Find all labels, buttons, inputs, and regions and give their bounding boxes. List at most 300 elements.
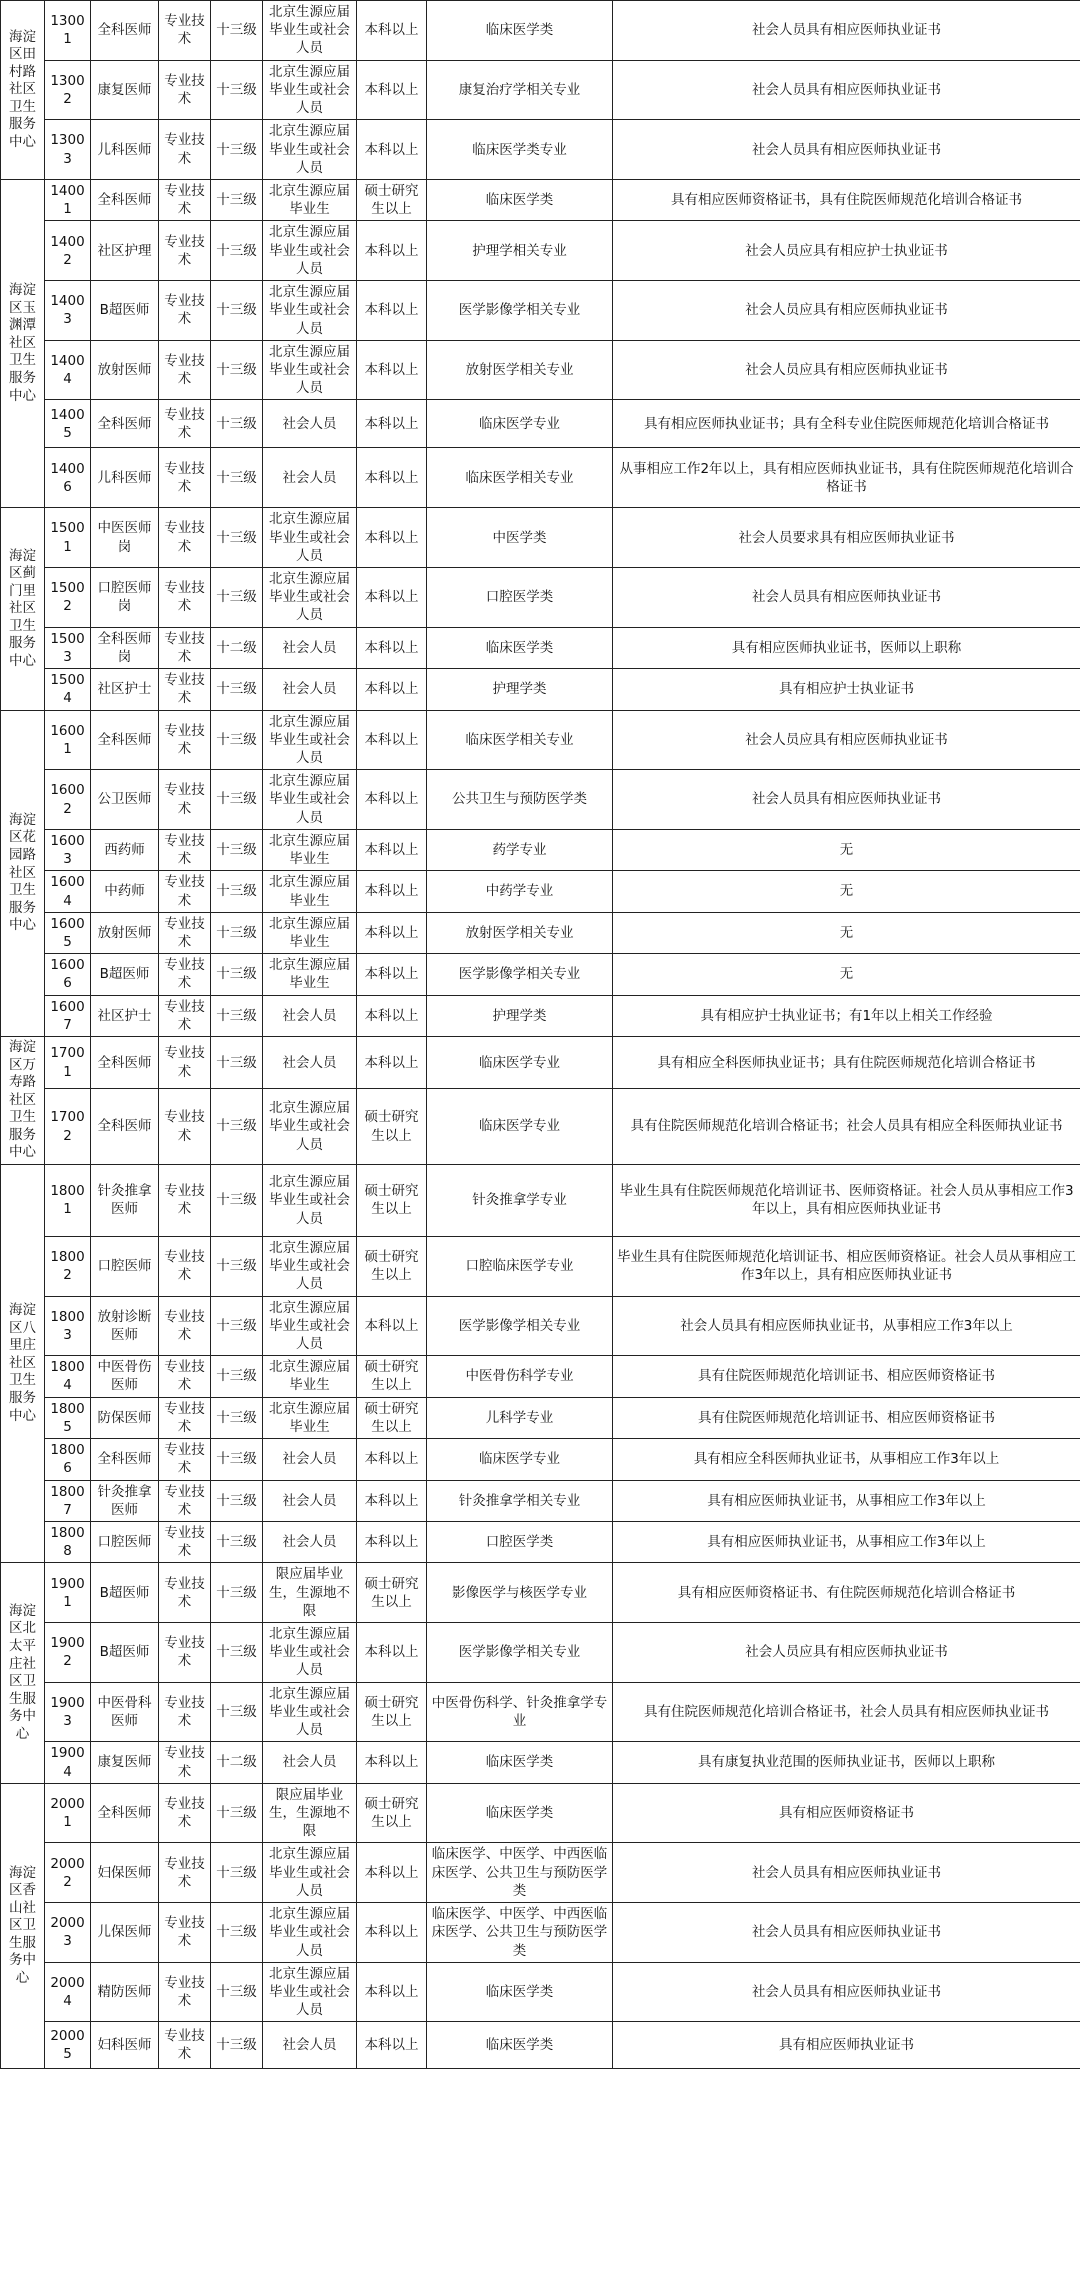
education-requirement-cell: 硕士研究生以上	[357, 1783, 427, 1843]
position-level-cell: 十三级	[211, 1439, 263, 1480]
major-requirement-cell: 放射医学相关专业	[427, 340, 613, 400]
major-requirement-cell: 临床医学、中医学、中西医临床医学、公共卫生与预防医学类	[427, 1903, 613, 1963]
position-category-cell: 专业技术	[159, 60, 211, 120]
education-requirement-cell: 本科以上	[357, 60, 427, 120]
position-level-cell: 十三级	[211, 508, 263, 568]
position-level-cell: 十二级	[211, 627, 263, 668]
position-code-cell: 18004	[45, 1356, 91, 1397]
position-level-cell: 十三级	[211, 1903, 263, 1963]
table-row	[1, 770, 1080, 830]
position-code-cell: 16003	[45, 829, 91, 870]
other-conditions-cell: 社会人员具有相应医师执业证书	[613, 1843, 1080, 1903]
position-level-cell: 十三级	[211, 710, 263, 770]
other-conditions-cell: 具有相应全科医师执业证书，从事相应工作3年以上	[613, 1439, 1080, 1480]
education-requirement-cell: 本科以上	[357, 1480, 427, 1521]
major-requirement-cell: 临床医学专业	[427, 1089, 613, 1165]
other-conditions-cell: 社会人员应具有相应医师执业证书	[613, 340, 1080, 400]
applicant-source-cell: 北京生源应届毕业生或社会人员	[263, 770, 357, 830]
other-conditions-cell: 具有相应护士执业证书	[613, 669, 1080, 710]
other-conditions-cell: 具有相应医师执业证书，从事相应工作3年以上	[613, 1521, 1080, 1562]
position-level-cell: 十三级	[211, 60, 263, 120]
education-requirement-cell: 本科以上	[357, 829, 427, 870]
table-row	[1, 871, 1080, 912]
position-code-cell: 19001	[45, 1563, 91, 1623]
table-row	[1, 1843, 1080, 1903]
applicant-source-cell: 社会人员	[263, 1521, 357, 1562]
position-category-cell: 专业技术	[159, 508, 211, 568]
applicant-source-cell: 北京生源应届毕业生	[263, 954, 357, 995]
education-requirement-cell: 硕士研究生以上	[357, 1236, 427, 1296]
position-name-cell: 全科医师	[91, 710, 159, 770]
position-name-cell: 妇科医师	[91, 2022, 159, 2069]
position-category-cell: 专业技术	[159, 179, 211, 220]
position-category-cell: 专业技术	[159, 627, 211, 668]
position-level-cell: 十三级	[211, 1783, 263, 1843]
other-conditions-cell: 无	[613, 954, 1080, 995]
major-requirement-cell: 康复治疗学相关专业	[427, 60, 613, 120]
applicant-source-cell: 社会人员	[263, 1439, 357, 1480]
table-row	[1, 1089, 1080, 1165]
education-requirement-cell: 硕士研究生以上	[357, 179, 427, 220]
major-requirement-cell: 影像医学与核医学专业	[427, 1563, 613, 1623]
position-name-cell: 放射医师	[91, 340, 159, 400]
position-category-cell: 专业技术	[159, 221, 211, 281]
major-requirement-cell: 临床医学类	[427, 1742, 613, 1783]
other-conditions-cell: 具有相应医师执业证书	[613, 2022, 1080, 2069]
position-level-cell: 十三级	[211, 179, 263, 220]
position-code-cell: 20002	[45, 1843, 91, 1903]
position-code-cell: 16005	[45, 912, 91, 953]
applicant-source-cell: 限应届毕业生，生源地不限	[263, 1783, 357, 1843]
position-code-cell: 16004	[45, 871, 91, 912]
table-row	[1, 829, 1080, 870]
major-requirement-cell: 口腔临床医学专业	[427, 1236, 613, 1296]
position-category-cell: 专业技术	[159, 1783, 211, 1843]
education-requirement-cell: 本科以上	[357, 995, 427, 1036]
position-level-cell: 十三级	[211, 1296, 263, 1356]
position-level-cell: 十三级	[211, 1843, 263, 1903]
position-category-cell: 专业技术	[159, 770, 211, 830]
applicant-source-cell: 北京生源应届毕业生或社会人员	[263, 340, 357, 400]
position-name-cell: 全科医师	[91, 400, 159, 448]
position-level-cell: 十三级	[211, 770, 263, 830]
position-code-cell: 19002	[45, 1623, 91, 1683]
position-code-cell: 17001	[45, 1037, 91, 1089]
table-row	[1, 568, 1080, 628]
position-category-cell: 专业技术	[159, 1356, 211, 1397]
major-requirement-cell: 医学影像学相关专业	[427, 281, 613, 341]
position-level-cell: 十三级	[211, 1164, 263, 1236]
position-code-cell: 20005	[45, 2022, 91, 2069]
education-requirement-cell: 硕士研究生以上	[357, 1089, 427, 1165]
applicant-source-cell: 社会人员	[263, 400, 357, 448]
education-requirement-cell: 本科以上	[357, 221, 427, 281]
position-name-cell: 全科医师	[91, 1089, 159, 1165]
education-requirement-cell: 本科以上	[357, 1742, 427, 1783]
position-name-cell: 全科医师岗	[91, 627, 159, 668]
major-requirement-cell: 护理学相关专业	[427, 221, 613, 281]
position-category-cell: 专业技术	[159, 120, 211, 180]
major-requirement-cell: 中医骨伤科学专业	[427, 1356, 613, 1397]
major-requirement-cell: 儿科学专业	[427, 1397, 613, 1438]
position-name-cell: 口腔医师	[91, 1521, 159, 1562]
education-requirement-cell: 本科以上	[357, 1, 427, 61]
position-level-cell: 十三级	[211, 1521, 263, 1562]
applicant-source-cell: 北京生源应届毕业生或社会人员	[263, 1164, 357, 1236]
major-requirement-cell: 医学影像学相关专业	[427, 1623, 613, 1683]
position-code-cell: 20004	[45, 1962, 91, 2022]
unit-name-cell: 海淀区香山社区卫生服务中心	[1, 1783, 45, 2069]
education-requirement-cell: 硕士研究生以上	[357, 1164, 427, 1236]
table-row	[1, 1962, 1080, 2022]
major-requirement-cell: 中药学专业	[427, 871, 613, 912]
position-level-cell: 十三级	[211, 448, 263, 508]
table-row	[1, 995, 1080, 1036]
major-requirement-cell: 中医学类	[427, 508, 613, 568]
applicant-source-cell: 北京生源应届毕业生或社会人员	[263, 1296, 357, 1356]
position-code-cell: 18001	[45, 1164, 91, 1236]
education-requirement-cell: 本科以上	[357, 2022, 427, 2069]
major-requirement-cell: 临床医学专业	[427, 1037, 613, 1089]
position-code-cell: 19004	[45, 1742, 91, 1783]
position-category-cell: 专业技术	[159, 1742, 211, 1783]
position-code-cell: 13001	[45, 1, 91, 61]
education-requirement-cell: 本科以上	[357, 400, 427, 448]
education-requirement-cell: 本科以上	[357, 1843, 427, 1903]
table-row	[1, 1903, 1080, 1963]
table-row	[1, 508, 1080, 568]
other-conditions-cell: 社会人员具有相应医师执业证书	[613, 1962, 1080, 2022]
education-requirement-cell: 本科以上	[357, 912, 427, 953]
education-requirement-cell: 本科以上	[357, 568, 427, 628]
position-category-cell: 专业技术	[159, 1164, 211, 1236]
applicant-source-cell: 北京生源应届毕业生或社会人员	[263, 281, 357, 341]
other-conditions-cell: 从事相应工作2年以上，具有相应医师执业证书，具有住院医师规范化培训合格证书	[613, 448, 1080, 508]
applicant-source-cell: 北京生源应届毕业生或社会人员	[263, 1236, 357, 1296]
other-conditions-cell: 社会人员应具有相应医师执业证书	[613, 710, 1080, 770]
position-category-cell: 专业技术	[159, 1843, 211, 1903]
position-level-cell: 十三级	[211, 954, 263, 995]
applicant-source-cell: 北京生源应届毕业生或社会人员	[263, 1962, 357, 2022]
position-name-cell: 中医骨科医师	[91, 1682, 159, 1742]
position-category-cell: 专业技术	[159, 1037, 211, 1089]
position-level-cell: 十三级	[211, 1356, 263, 1397]
major-requirement-cell: 临床医学专业	[427, 1439, 613, 1480]
position-level-cell: 十三级	[211, 568, 263, 628]
table-row	[1, 912, 1080, 953]
major-requirement-cell: 临床医学专业	[427, 400, 613, 448]
applicant-source-cell: 社会人员	[263, 1742, 357, 1783]
other-conditions-cell: 社会人员具有相应医师执业证书	[613, 60, 1080, 120]
position-category-cell: 专业技术	[159, 1962, 211, 2022]
other-conditions-cell: 无	[613, 871, 1080, 912]
position-name-cell: 儿科医师	[91, 120, 159, 180]
position-category-cell: 专业技术	[159, 1682, 211, 1742]
other-conditions-cell: 社会人员应具有相应护士执业证书	[613, 221, 1080, 281]
education-requirement-cell: 本科以上	[357, 710, 427, 770]
position-category-cell: 专业技术	[159, 995, 211, 1036]
position-level-cell: 十三级	[211, 1236, 263, 1296]
table-row	[1, 1682, 1080, 1742]
applicant-source-cell: 社会人员	[263, 995, 357, 1036]
other-conditions-cell: 具有相应医师资格证书、有住院医师规范化培训合格证书	[613, 1563, 1080, 1623]
position-category-cell: 专业技术	[159, 710, 211, 770]
position-name-cell: 精防医师	[91, 1962, 159, 2022]
table-row	[1, 120, 1080, 180]
applicant-source-cell: 社会人员	[263, 1480, 357, 1521]
applicant-source-cell: 北京生源应届毕业生或社会人员	[263, 60, 357, 120]
applicant-source-cell: 北京生源应届毕业生或社会人员	[263, 1, 357, 61]
education-requirement-cell: 本科以上	[357, 1439, 427, 1480]
unit-name-cell: 海淀区万寿路社区卫生服务中心	[1, 1037, 45, 1165]
applicant-source-cell: 北京生源应届毕业生或社会人员	[263, 710, 357, 770]
other-conditions-cell: 无	[613, 912, 1080, 953]
position-category-cell: 专业技术	[159, 1480, 211, 1521]
unit-name-cell: 海淀区北太平庄社区卫生服务中心	[1, 1563, 45, 1783]
position-level-cell: 十三级	[211, 120, 263, 180]
applicant-source-cell: 北京生源应届毕业生或社会人员	[263, 1903, 357, 1963]
applicant-source-cell: 北京生源应届毕业生或社会人员	[263, 221, 357, 281]
position-level-cell: 十三级	[211, 1962, 263, 2022]
other-conditions-cell: 社会人员具有相应医师执业证书	[613, 1903, 1080, 1963]
table-row	[1, 1236, 1080, 1296]
position-name-cell: 社区护理	[91, 221, 159, 281]
position-level-cell: 十三级	[211, 912, 263, 953]
position-level-cell: 十三级	[211, 995, 263, 1036]
education-requirement-cell: 本科以上	[357, 627, 427, 668]
applicant-source-cell: 社会人员	[263, 1037, 357, 1089]
education-requirement-cell: 本科以上	[357, 669, 427, 710]
position-category-cell: 专业技术	[159, 871, 211, 912]
applicant-source-cell: 社会人员	[263, 669, 357, 710]
education-requirement-cell: 本科以上	[357, 448, 427, 508]
position-level-cell: 十三级	[211, 1563, 263, 1623]
position-category-cell: 专业技术	[159, 912, 211, 953]
education-requirement-cell: 本科以上	[357, 1623, 427, 1683]
position-name-cell: 儿科医师	[91, 448, 159, 508]
education-requirement-cell: 本科以上	[357, 340, 427, 400]
other-conditions-cell: 社会人员应具有相应医师执业证书	[613, 1623, 1080, 1683]
table-row	[1, 1397, 1080, 1438]
position-name-cell: 康复医师	[91, 1742, 159, 1783]
position-level-cell: 十三级	[211, 1, 263, 61]
applicant-source-cell: 社会人员	[263, 448, 357, 508]
major-requirement-cell: 针灸推拿学相关专业	[427, 1480, 613, 1521]
position-code-cell: 18005	[45, 1397, 91, 1438]
applicant-source-cell: 社会人员	[263, 2022, 357, 2069]
other-conditions-cell: 社会人员具有相应医师执业证书，从事相应工作3年以上	[613, 1296, 1080, 1356]
position-level-cell: 十三级	[211, 1089, 263, 1165]
other-conditions-cell: 具有住院医师规范化培训合格证书，社会人员具有相应医师执业证书	[613, 1682, 1080, 1742]
position-code-cell: 14003	[45, 281, 91, 341]
applicant-source-cell: 北京生源应届毕业生或社会人员	[263, 568, 357, 628]
position-category-cell: 专业技术	[159, 829, 211, 870]
table-row	[1, 281, 1080, 341]
major-requirement-cell: 公共卫生与预防医学类	[427, 770, 613, 830]
unit-name-cell: 海淀区田村路社区卫生服务中心	[1, 1, 45, 180]
position-category-cell: 专业技术	[159, 448, 211, 508]
position-name-cell: 中药师	[91, 871, 159, 912]
major-requirement-cell: 临床医学类专业	[427, 120, 613, 180]
applicant-source-cell: 北京生源应届毕业生或社会人员	[263, 508, 357, 568]
major-requirement-cell: 医学影像学相关专业	[427, 1296, 613, 1356]
position-name-cell: 妇保医师	[91, 1843, 159, 1903]
other-conditions-cell: 具有相应护士执业证书；有1年以上相关工作经验	[613, 995, 1080, 1036]
position-category-cell: 专业技术	[159, 1439, 211, 1480]
education-requirement-cell: 硕士研究生以上	[357, 1397, 427, 1438]
other-conditions-cell: 社会人员应具有相应医师执业证书	[613, 281, 1080, 341]
position-name-cell: 公卫医师	[91, 770, 159, 830]
position-name-cell: 针灸推拿医师	[91, 1480, 159, 1521]
major-requirement-cell: 口腔医学类	[427, 568, 613, 628]
education-requirement-cell: 硕士研究生以上	[357, 1356, 427, 1397]
other-conditions-cell: 毕业生具有住院医师规范化培训证书、医师资格证。社会人员从事相应工作3年以上，具有相应医师执业证书	[613, 1164, 1080, 1236]
table-row	[1, 1439, 1080, 1480]
table-row	[1, 340, 1080, 400]
education-requirement-cell: 本科以上	[357, 954, 427, 995]
major-requirement-cell: 临床医学类	[427, 179, 613, 220]
position-category-cell: 专业技术	[159, 281, 211, 341]
other-conditions-cell: 具有相应医师执业证书，医师以上职称	[613, 627, 1080, 668]
table-row	[1, 1037, 1080, 1089]
position-code-cell: 18008	[45, 1521, 91, 1562]
major-requirement-cell: 临床医学类	[427, 1962, 613, 2022]
table-row	[1, 1480, 1080, 1521]
other-conditions-cell: 社会人员具有相应医师执业证书	[613, 568, 1080, 628]
major-requirement-cell: 临床医学、中医学、中西医临床医学、公共卫生与预防医学类	[427, 1843, 613, 1903]
applicant-source-cell: 社会人员	[263, 627, 357, 668]
position-code-cell: 15004	[45, 669, 91, 710]
education-requirement-cell: 本科以上	[357, 1903, 427, 1963]
position-name-cell: 口腔医师	[91, 1236, 159, 1296]
position-code-cell: 14004	[45, 340, 91, 400]
position-level-cell: 十三级	[211, 2022, 263, 2069]
table-row	[1, 1521, 1080, 1562]
position-category-cell: 专业技术	[159, 1089, 211, 1165]
education-requirement-cell: 本科以上	[357, 770, 427, 830]
position-level-cell: 十三级	[211, 1682, 263, 1742]
unit-name-cell: 海淀区玉渊潭社区卫生服务中心	[1, 179, 45, 507]
position-name-cell: B超医师	[91, 281, 159, 341]
position-code-cell: 16006	[45, 954, 91, 995]
position-name-cell: 社区护士	[91, 669, 159, 710]
applicant-source-cell: 北京生源应届毕业生	[263, 912, 357, 953]
position-name-cell: 防保医师	[91, 1397, 159, 1438]
position-code-cell: 18002	[45, 1236, 91, 1296]
position-level-cell: 十三级	[211, 669, 263, 710]
other-conditions-cell: 具有住院医师规范化培训证书、相应医师资格证书	[613, 1356, 1080, 1397]
table-row	[1, 1296, 1080, 1356]
major-requirement-cell: 中医骨伤科学、针灸推拿学专业	[427, 1682, 613, 1742]
major-requirement-cell: 临床医学类	[427, 627, 613, 668]
other-conditions-cell: 具有住院医师规范化培训合格证书；社会人员具有相应全科医师执业证书	[613, 1089, 1080, 1165]
position-level-cell: 十三级	[211, 340, 263, 400]
table-row	[1, 1623, 1080, 1683]
applicant-source-cell: 北京生源应届毕业生或社会人员	[263, 1843, 357, 1903]
position-name-cell: 全科医师	[91, 1439, 159, 1480]
other-conditions-cell: 毕业生具有住院医师规范化培训证书、相应医师资格证。社会人员从事相应工作3年以上，具有相应医师执业证书	[613, 1236, 1080, 1296]
position-level-cell: 十三级	[211, 1397, 263, 1438]
other-conditions-cell: 社会人员具有相应医师执业证书	[613, 120, 1080, 180]
applicant-source-cell: 限应届毕业生，生源地不限	[263, 1563, 357, 1623]
other-conditions-cell: 具有康复执业范围的医师执业证书，医师以上职称	[613, 1742, 1080, 1783]
position-code-cell: 15002	[45, 568, 91, 628]
position-category-cell: 专业技术	[159, 669, 211, 710]
position-code-cell: 14006	[45, 448, 91, 508]
table-row	[1, 1742, 1080, 1783]
position-name-cell: B超医师	[91, 954, 159, 995]
position-category-cell: 专业技术	[159, 1397, 211, 1438]
other-conditions-cell: 具有相应医师执业证书；具有全科专业住院医师规范化培训合格证书	[613, 400, 1080, 448]
position-code-cell: 15001	[45, 508, 91, 568]
education-requirement-cell: 本科以上	[357, 508, 427, 568]
applicant-source-cell: 北京生源应届毕业生	[263, 871, 357, 912]
other-conditions-cell: 具有相应全科医师执业证书；具有住院医师规范化培训合格证书	[613, 1037, 1080, 1089]
table-row	[1, 60, 1080, 120]
position-code-cell: 15003	[45, 627, 91, 668]
applicant-source-cell: 北京生源应届毕业生	[263, 1397, 357, 1438]
position-category-cell: 专业技术	[159, 1903, 211, 1963]
other-conditions-cell: 具有相应医师资格证书，具有住院医师规范化培训合格证书	[613, 179, 1080, 220]
education-requirement-cell: 本科以上	[357, 120, 427, 180]
position-name-cell: 全科医师	[91, 1037, 159, 1089]
position-name-cell: 放射医师	[91, 912, 159, 953]
position-code-cell: 14001	[45, 179, 91, 220]
position-level-cell: 十三级	[211, 221, 263, 281]
education-requirement-cell: 本科以上	[357, 1962, 427, 2022]
position-code-cell: 16002	[45, 770, 91, 830]
education-requirement-cell: 本科以上	[357, 871, 427, 912]
position-code-cell: 13003	[45, 120, 91, 180]
position-code-cell: 16007	[45, 995, 91, 1036]
position-level-cell: 十二级	[211, 1742, 263, 1783]
applicant-source-cell: 北京生源应届毕业生	[263, 179, 357, 220]
table-row	[1, 1, 1080, 61]
table-row	[1, 1783, 1080, 1843]
position-name-cell: 中医医师岗	[91, 508, 159, 568]
table-row	[1, 627, 1080, 668]
education-requirement-cell: 本科以上	[357, 281, 427, 341]
education-requirement-cell: 本科以上	[357, 1037, 427, 1089]
education-requirement-cell: 本科以上	[357, 1296, 427, 1356]
unit-name-cell: 海淀区八里庄社区卫生服务中心	[1, 1164, 45, 1563]
position-name-cell: 全科医师	[91, 1, 159, 61]
position-category-cell: 专业技术	[159, 1521, 211, 1562]
position-category-cell: 专业技术	[159, 2022, 211, 2069]
other-conditions-cell: 无	[613, 829, 1080, 870]
position-level-cell: 十三级	[211, 1480, 263, 1521]
major-requirement-cell: 护理学类	[427, 995, 613, 1036]
major-requirement-cell: 口腔医学类	[427, 1521, 613, 1562]
major-requirement-cell: 医学影像学相关专业	[427, 954, 613, 995]
position-level-cell: 十三级	[211, 400, 263, 448]
other-conditions-cell: 具有相应医师执业证书，从事相应工作3年以上	[613, 1480, 1080, 1521]
position-name-cell: 儿保医师	[91, 1903, 159, 1963]
table-row	[1, 1164, 1080, 1236]
unit-name-cell: 海淀区蓟门里社区卫生服务中心	[1, 508, 45, 710]
major-requirement-cell: 放射医学相关专业	[427, 912, 613, 953]
major-requirement-cell: 临床医学相关专业	[427, 710, 613, 770]
position-level-cell: 十三级	[211, 1037, 263, 1089]
position-code-cell: 17002	[45, 1089, 91, 1165]
table-row	[1, 400, 1080, 448]
table-row	[1, 221, 1080, 281]
position-code-cell: 18006	[45, 1439, 91, 1480]
position-name-cell: 社区护士	[91, 995, 159, 1036]
table-row	[1, 448, 1080, 508]
position-level-cell: 十三级	[211, 871, 263, 912]
other-conditions-cell: 社会人员具有相应医师执业证书	[613, 770, 1080, 830]
